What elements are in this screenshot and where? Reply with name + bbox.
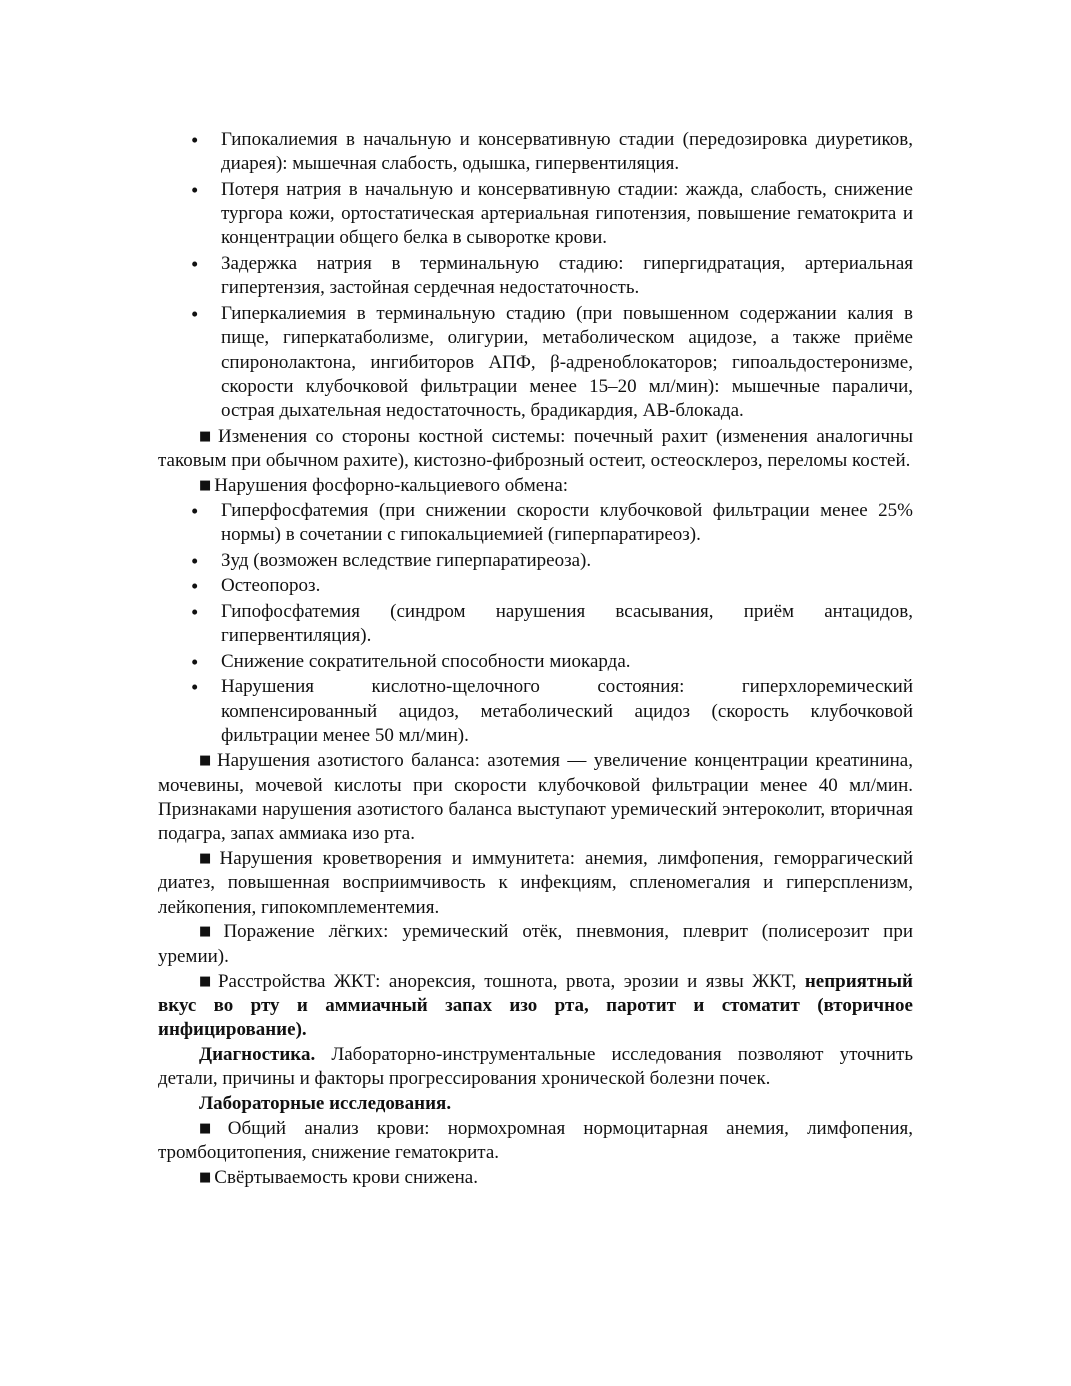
- square-bullet: ■: [199, 428, 215, 444]
- list-item: • Гиперкалиемия в терминальную стадию (при повышенном содержании калия в пище, гиперкатаболизме, олигурии, метаболическом ацидозе, а также приёме спиронолактона, ингибиторов АПФ, β-адреноблокаторов; гипоальдостеронизме, скорости клубочковой фильтрации менее 15–20 мл/мин): мышечные параличи, острая дыхательная недостаточность, брадикардия, АВ-блокада.: [158, 302, 913, 423]
- paragraph-phosphorus-calcium: ■ Нарушения фосфорно-кальциевого обмена:: [199, 474, 569, 496]
- list-item: • Потеря натрия в начальную и консервативную стадии: жажда, слабость, снижение тургора кожи, ортостатическая артериальная гипотензия, повышение гематокрита и концентрации общего белка в сыворотке крови.: [158, 178, 913, 251]
- square-bullet: ■: [199, 851, 217, 867]
- list-item: • Гипофосфатемия (синдром нарушения всасывания, приём антацидов, гипервентиляция).: [158, 600, 913, 649]
- lab-heading: Лабораторные исследования.: [199, 1093, 452, 1115]
- paragraph-cbc: ■ Общий анализ крови: нормохромная нормоцитарная анемия, лимфопения, тромбоцитопения, снижение гематокрита.: [158, 1117, 913, 1164]
- electrolyte-list: [158, 128, 913, 423]
- list-item: • Задержка натрия в терминальную стадию: гипергидратация, артериальная гипертензия, застойная сердечная недостаточность.: [158, 252, 913, 301]
- paragraph-lungs: ■ Поражение лёгких: уремический отёк, пневмония, плеврит (полисерозит при уремии).: [158, 921, 913, 967]
- list-item: • Гипокалиемия в начальную и консервативную стадии (передозировка диуретиков, диарея): мышечная слабость, одышка, гипервентиляция.: [158, 128, 913, 177]
- list-item: • Снижение сократительной способности миокарда.: [158, 650, 913, 674]
- paragraph-bone: ■ Изменения со стороны костной системы: почечный рахит (изменения аналогичны таковым при обычном рахите), кистозно-фиброзный остеит, остеосклероз, переломы костей.: [158, 425, 913, 472]
- paragraph-nitrogen: ■ Нарушения азотистого баланса: азотемия — увеличение концентрации креатинина, мочевины, мочевой кислоты при скорости клубочковой фильтрации менее 40 мл/мин. Признаками нарушения азотистого баланса выступают уремический энтероколит, вторичная подагра, запах аммиака изо рта.: [158, 750, 913, 845]
- square-bullet: ■: [199, 1169, 212, 1185]
- paragraph-gi: ■ Расстройства ЖКТ: анорексия, тошнота, рвота, эрозии и язвы ЖКТ, неприятный вкус во рту и аммиачный запах изо рта, паротит и стоматит (вторичное инфицирование).: [158, 970, 913, 1041]
- list-item: • Нарушения кислотно-щелочного состояния: гиперхлоремический компенсированный ацидоз, метаболический ацидоз (скорость клубочковой фильтрации менее 50 мл/мин).: [158, 675, 913, 748]
- square-bullet: ■: [199, 1120, 225, 1136]
- gi-bold-text: неприятный вкус во рту и аммиачный запах изо рта, паротит и стоматит (вторичное инфицирование).: [158, 970, 913, 1041]
- document-page: [158, 128, 913, 1191]
- square-bullet: ■: [199, 753, 214, 769]
- paragraph-hematopoiesis: ■ Нарушения кроветворения и иммунитета: анемия, лимфопения, геморрагический диатез, повышенная восприимчивость к инфекциям, спленомегалия и гиперспленизм, лейкопения, гипокомплементемия.: [158, 848, 913, 918]
- square-bullet: ■: [199, 973, 215, 989]
- diagnostics-label: Диагностика.: [199, 1043, 316, 1065]
- paragraph-coagulation: ■ Свёртываемость крови снижена.: [199, 1166, 478, 1188]
- paragraph-diagnostics: Диагностика. Лабораторно-инструментальные исследования позволяют уточнить детали, причины и факторы прогрессирования хронической болезни почек.: [158, 1043, 913, 1090]
- list-item: • Остеопороз.: [158, 574, 913, 598]
- list-item: • Гиперфосфатемия (при снижении скорости клубочковой фильтрации менее 25% нормы) в сочетании с гипокальциемией (гиперпаратиреоз).: [158, 499, 913, 548]
- square-bullet: ■: [199, 477, 212, 493]
- square-bullet: ■: [199, 924, 221, 940]
- phosphorus-list: [158, 499, 913, 748]
- list-item: • Зуд (возможен вследствие гиперпаратиреоза).: [158, 549, 913, 573]
